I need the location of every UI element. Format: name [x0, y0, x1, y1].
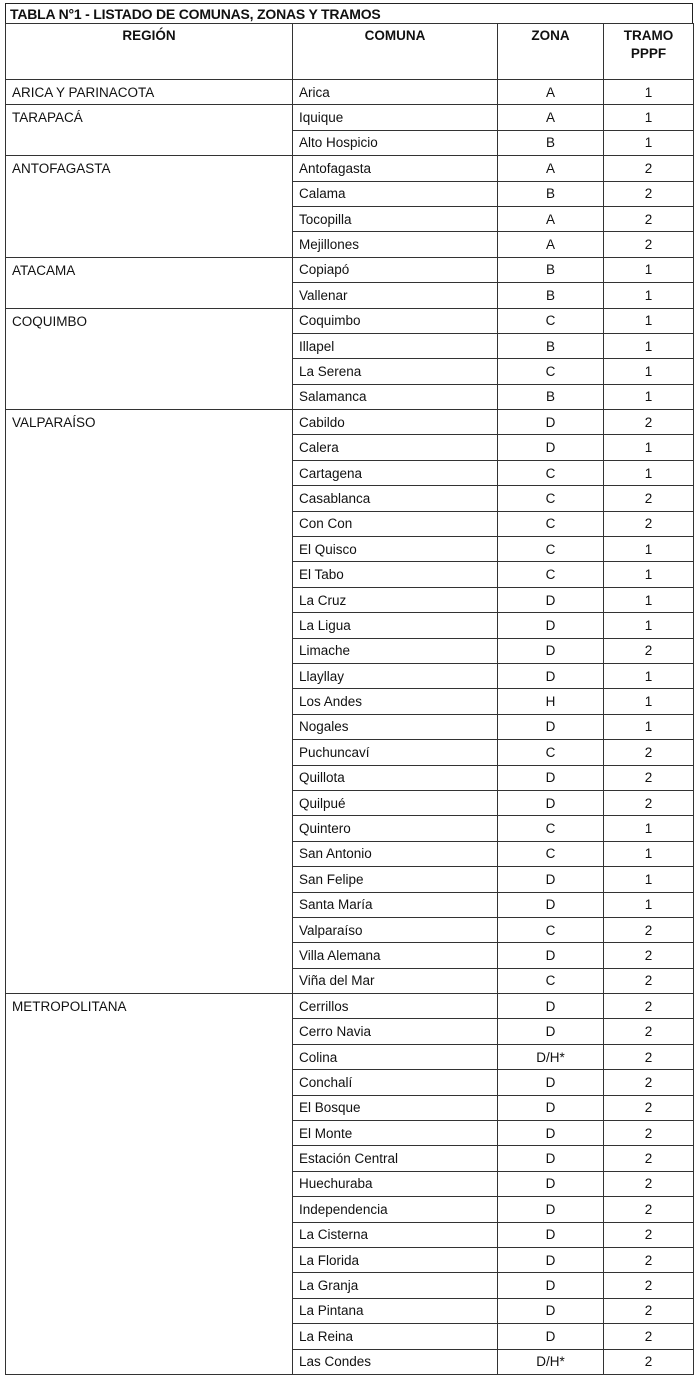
- tramo-cell: 2: [604, 1197, 694, 1222]
- tramo-cell: 1: [604, 359, 694, 384]
- comuna-cell: El Tabo: [293, 562, 498, 587]
- zona-cell: D: [498, 1146, 604, 1171]
- tramo-cell: 2: [604, 943, 694, 968]
- tramo-cell: 1: [604, 105, 694, 130]
- zona-cell: C: [498, 816, 604, 841]
- tramo-cell: 1: [604, 283, 694, 308]
- tramo-cell: 1: [604, 333, 694, 358]
- comuna-cell: Limache: [293, 638, 498, 663]
- tramo-cell: 1: [604, 892, 694, 917]
- comuna-cell: San Antonio: [293, 841, 498, 866]
- tramo-cell: 2: [604, 1247, 694, 1272]
- zona-cell: A: [498, 105, 604, 130]
- tramo-cell: 2: [604, 410, 694, 435]
- zona-cell: D: [498, 1070, 604, 1095]
- tramo-cell: 2: [604, 181, 694, 206]
- zona-cell: H: [498, 689, 604, 714]
- tramo-cell: 1: [604, 613, 694, 638]
- zona-cell: D: [498, 714, 604, 739]
- comuna-cell: Cerrillos: [293, 994, 498, 1019]
- comuna-cell: La Cisterna: [293, 1222, 498, 1247]
- zona-cell: D: [498, 765, 604, 790]
- comuna-cell: Tocopilla: [293, 206, 498, 231]
- table-row: [6, 994, 694, 1019]
- comuna-cell: La Florida: [293, 1247, 498, 1272]
- comuna-cell: El Bosque: [293, 1095, 498, 1120]
- tramo-cell: 1: [604, 80, 694, 105]
- table-row: [6, 410, 694, 435]
- comuna-cell: La Pintana: [293, 1298, 498, 1323]
- table-row: [6, 308, 694, 333]
- zona-cell: D: [498, 892, 604, 917]
- zona-cell: D: [498, 1298, 604, 1323]
- zona-cell: D: [498, 1247, 604, 1272]
- zona-cell: C: [498, 359, 604, 384]
- zona-cell: B: [498, 257, 604, 282]
- comuna-cell: Calama: [293, 181, 498, 206]
- comuna-cell: Illapel: [293, 333, 498, 358]
- comuna-cell: Llayllay: [293, 663, 498, 688]
- tramo-cell: 2: [604, 638, 694, 663]
- tramo-cell: 1: [604, 308, 694, 333]
- comuna-cell: La Ligua: [293, 613, 498, 638]
- tramo-cell: 2: [604, 1019, 694, 1044]
- zona-cell: D: [498, 1095, 604, 1120]
- comuna-cell: La Reina: [293, 1324, 498, 1349]
- comuna-cell: Huechuraba: [293, 1171, 498, 1196]
- tramo-cell: 1: [604, 384, 694, 409]
- tramo-cell: 1: [604, 841, 694, 866]
- comuna-cell: Villa Alemana: [293, 943, 498, 968]
- tramo-cell: 2: [604, 1298, 694, 1323]
- zona-cell: B: [498, 283, 604, 308]
- tramo-cell: 2: [604, 511, 694, 536]
- zona-cell: D: [498, 587, 604, 612]
- zona-cell: C: [498, 537, 604, 562]
- comuna-cell: Cartagena: [293, 460, 498, 485]
- comuna-cell: Viña del Mar: [293, 968, 498, 993]
- tramo-cell: 2: [604, 1273, 694, 1298]
- comuna-cell: Vallenar: [293, 283, 498, 308]
- comuna-cell: Quintero: [293, 816, 498, 841]
- tramo-cell: 1: [604, 587, 694, 612]
- header-tramo: [604, 24, 694, 80]
- tramo-cell: 1: [604, 714, 694, 739]
- comuna-cell: Colina: [293, 1044, 498, 1069]
- zona-cell: D: [498, 1019, 604, 1044]
- tramo-cell: 1: [604, 816, 694, 841]
- comuna-cell: Salamanca: [293, 384, 498, 409]
- comuna-cell: Quillota: [293, 765, 498, 790]
- zona-cell: A: [498, 206, 604, 231]
- tramo-cell: 2: [604, 1171, 694, 1196]
- tramo-cell: 1: [604, 460, 694, 485]
- table-body: [6, 80, 694, 1375]
- region-cell: ARICA Y PARINACOTA: [6, 80, 293, 105]
- comuna-cell: Las Condes: [293, 1349, 498, 1374]
- comuna-cell: Mejillones: [293, 232, 498, 257]
- tramo-cell: 2: [604, 917, 694, 942]
- document-page: [5, 3, 693, 1375]
- tramo-cell: 2: [604, 994, 694, 1019]
- comuna-cell: Conchalí: [293, 1070, 498, 1095]
- zona-cell: A: [498, 156, 604, 181]
- tramo-cell: 2: [604, 1324, 694, 1349]
- zona-cell: B: [498, 130, 604, 155]
- comuna-cell: La Granja: [293, 1273, 498, 1298]
- tramo-cell: 2: [604, 1044, 694, 1069]
- zona-cell: C: [498, 460, 604, 485]
- tramo-cell: 1: [604, 435, 694, 460]
- comuna-cell: Cabildo: [293, 410, 498, 435]
- table-row: [6, 156, 694, 181]
- tramo-cell: 2: [604, 1222, 694, 1247]
- comuna-cell: Nogales: [293, 714, 498, 739]
- zona-cell: D: [498, 663, 604, 688]
- tramo-cell: 2: [604, 206, 694, 231]
- zona-cell: D: [498, 1324, 604, 1349]
- zona-cell: D: [498, 1171, 604, 1196]
- comuna-cell: Santa María: [293, 892, 498, 917]
- tramo-cell: 2: [604, 1349, 694, 1374]
- zona-cell: C: [498, 308, 604, 333]
- comuna-cell: Independencia: [293, 1197, 498, 1222]
- comuna-cell: Cerro Navia: [293, 1019, 498, 1044]
- tramo-cell: 2: [604, 740, 694, 765]
- tramo-cell: 1: [604, 130, 694, 155]
- table-row: [6, 105, 694, 130]
- tramo-cell: 2: [604, 232, 694, 257]
- zona-cell: D/H*: [498, 1044, 604, 1069]
- zona-cell: D: [498, 613, 604, 638]
- zona-cell: C: [498, 968, 604, 993]
- tramo-cell: 2: [604, 968, 694, 993]
- header-zona: ZONA: [498, 24, 604, 80]
- zona-cell: D: [498, 994, 604, 1019]
- comuna-cell: Casablanca: [293, 486, 498, 511]
- region-cell: TARAPACÁ: [6, 105, 293, 156]
- comuna-cell: Calera: [293, 435, 498, 460]
- zona-cell: D: [498, 1197, 604, 1222]
- region-cell: ANTOFAGASTA: [6, 156, 293, 258]
- table-row: [6, 80, 694, 105]
- zona-cell: C: [498, 511, 604, 536]
- header-tramo-line2: PPPF: [630, 46, 667, 61]
- region-cell: METROPOLITANA: [6, 994, 293, 1375]
- comuna-cell: Valparaíso: [293, 917, 498, 942]
- tramo-cell: 2: [604, 1095, 694, 1120]
- tramo-cell: 1: [604, 257, 694, 282]
- zona-cell: D: [498, 638, 604, 663]
- tramo-cell: 1: [604, 537, 694, 562]
- zona-cell: C: [498, 841, 604, 866]
- table-title: TABLA N°1 - LISTADO DE COMUNAS, ZONAS Y TRAMOS: [5, 3, 693, 23]
- tramo-cell: 1: [604, 689, 694, 714]
- comuna-cell: Iquique: [293, 105, 498, 130]
- tramo-cell: 2: [604, 1121, 694, 1146]
- region-cell: ATACAMA: [6, 257, 293, 308]
- header-tramo-line1: TRAMO: [623, 28, 674, 43]
- zona-cell: A: [498, 232, 604, 257]
- comuna-cell: Alto Hospicio: [293, 130, 498, 155]
- tramo-cell: 2: [604, 765, 694, 790]
- zona-cell: D: [498, 410, 604, 435]
- zona-cell: D/H*: [498, 1349, 604, 1374]
- zona-cell: B: [498, 333, 604, 358]
- comuna-cell: Antofagasta: [293, 156, 498, 181]
- zona-cell: A: [498, 80, 604, 105]
- zona-cell: C: [498, 562, 604, 587]
- region-cell: VALPARAÍSO: [6, 410, 293, 994]
- comuna-cell: Copiapó: [293, 257, 498, 282]
- region-cell: COQUIMBO: [6, 308, 293, 410]
- comuna-cell: El Quisco: [293, 537, 498, 562]
- header-region: REGIÓN: [6, 24, 293, 80]
- zona-cell: D: [498, 943, 604, 968]
- tramo-cell: 2: [604, 1070, 694, 1095]
- comunas-table: [5, 23, 694, 1375]
- table-header-row: [6, 24, 694, 80]
- comuna-cell: Con Con: [293, 511, 498, 536]
- tramo-cell: 1: [604, 562, 694, 587]
- zona-cell: D: [498, 790, 604, 815]
- tramo-cell: 2: [604, 1146, 694, 1171]
- comuna-cell: Quilpué: [293, 790, 498, 815]
- zona-cell: B: [498, 181, 604, 206]
- zona-cell: D: [498, 435, 604, 460]
- comuna-cell: Arica: [293, 80, 498, 105]
- zona-cell: B: [498, 384, 604, 409]
- comuna-cell: Coquimbo: [293, 308, 498, 333]
- header-comuna: COMUNA: [293, 24, 498, 80]
- comuna-cell: San Felipe: [293, 867, 498, 892]
- zona-cell: C: [498, 917, 604, 942]
- zona-cell: C: [498, 486, 604, 511]
- zona-cell: D: [498, 1121, 604, 1146]
- comuna-cell: El Monte: [293, 1121, 498, 1146]
- table-row: [6, 257, 694, 282]
- comuna-cell: Puchuncaví: [293, 740, 498, 765]
- comuna-cell: La Serena: [293, 359, 498, 384]
- tramo-cell: 2: [604, 790, 694, 815]
- tramo-cell: 2: [604, 156, 694, 181]
- zona-cell: C: [498, 740, 604, 765]
- comuna-cell: Estación Central: [293, 1146, 498, 1171]
- comuna-cell: La Cruz: [293, 587, 498, 612]
- zona-cell: D: [498, 1222, 604, 1247]
- tramo-cell: 1: [604, 663, 694, 688]
- comuna-cell: Los Andes: [293, 689, 498, 714]
- tramo-cell: 1: [604, 867, 694, 892]
- zona-cell: D: [498, 867, 604, 892]
- zona-cell: D: [498, 1273, 604, 1298]
- tramo-cell: 2: [604, 486, 694, 511]
